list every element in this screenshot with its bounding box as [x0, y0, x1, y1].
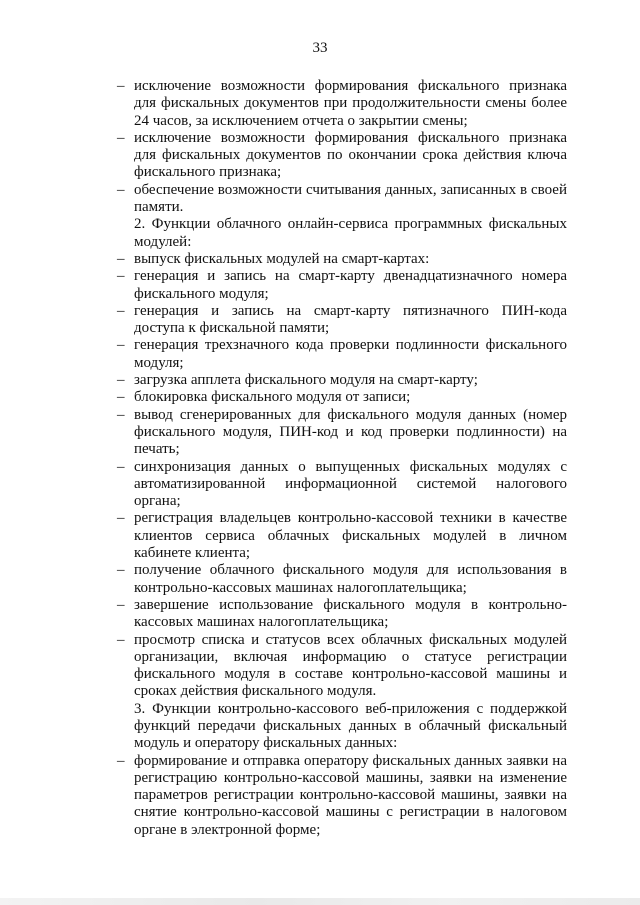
list-item: [117, 753, 567, 839]
list-item-text: блокировка фискального модуля от записи;: [134, 389, 411, 406]
list-item: [117, 372, 567, 389]
list-dash: –: [117, 406, 125, 423]
list-item: [117, 251, 567, 268]
list-item-text: загрузка апплета фискального модуля на смарт-карту;: [134, 372, 478, 389]
list-item: [117, 459, 567, 511]
list-item-text: выпуск фискальных модулей на смарт-картах:: [134, 250, 430, 267]
list-item-text: формирование и отправка оператору фискальных данных заявки на регистрацию контрольно-кассовой машины, заявки на изменение параметров регистрации контрольно-кассовой машины, заявки на снятие контрольно-кассовой машины с регистрации в налоговом органе в электронной форме;: [134, 752, 567, 838]
list-item: [117, 78, 567, 130]
list-item: [117, 303, 567, 338]
list-item: [117, 632, 567, 701]
list-item: [117, 130, 567, 182]
list-dash: –: [117, 302, 125, 319]
list-item-text: завершение использование фискального модуля в контрольно-кассовых машинах налогоплательщика;: [134, 596, 567, 631]
list-dash: –: [117, 337, 125, 354]
list-item-text: синхронизация данных о выпущенных фискальных модулях с автоматизированной информационной системой налогового органа;: [134, 458, 567, 510]
list-item-text: генерация трехзначного кода проверки подлинности фискального модуля;: [134, 337, 567, 371]
list-dash: –: [117, 181, 125, 198]
list-dash: –: [117, 631, 125, 648]
list-item-text: просмотр списка и статусов всех облачных фискальных модулей организации, включая информацию о статусе регистрации фискального модуля в составе контрольно-кассовой машины и сроках действия фискального модуля.: [134, 631, 567, 700]
list-item-text: обеспечение возможности считывания данных, записанных в своей памяти.: [134, 181, 567, 216]
list-item: [117, 510, 567, 562]
list-item-text: генерация и запись на смарт-карту двенадцатизначного номера фискального модуля;: [134, 268, 567, 302]
scan-edge: [0, 898, 640, 905]
list-item: [117, 337, 567, 372]
list-item: [117, 597, 567, 632]
list-dash: –: [117, 752, 125, 769]
list-dash: –: [117, 562, 125, 579]
list-dash: –: [117, 372, 125, 389]
list-dash: –: [117, 389, 125, 406]
page-number: 33: [312, 40, 328, 56]
list-dash: –: [117, 268, 125, 285]
list-dash: –: [117, 250, 125, 267]
list-dash: –: [117, 510, 125, 527]
list-item: [117, 268, 567, 303]
list-item-text: регистрация владельцев контрольно-кассовой техники в качестве клиентов сервиса облачных фискальных модулей в личном кабинете клиента;: [134, 510, 567, 562]
section-heading-2: 2. Функции облачного онлайн-сервиса программных фискальных модулей:: [134, 216, 567, 250]
list-dash: –: [117, 596, 125, 613]
list-item: [117, 562, 567, 597]
list-item: [117, 389, 567, 406]
list-item: [117, 407, 567, 459]
list-item: [117, 182, 567, 217]
list-dash: –: [117, 78, 125, 94]
list-dash: –: [117, 458, 125, 475]
list-item-text: получение облачного фискального модуля для использования в контрольно-кассовых машинах налогоплательщика;: [134, 562, 567, 596]
list-item-text: генерация и запись на смарт-карту пятизначного ПИН-кода доступа к фискальной памяти;: [134, 302, 567, 337]
list-item-text: вывод сгенерированных для фискального модуля данных (номер фискального модуля, ПИН-код и код проверки подлинности) на печать;: [134, 406, 567, 458]
section-heading-3: 3. Функции контрольно-кассового веб-приложения с поддержкой функций передачи фискальных данных в облачный фискальный модуль и оператору фискальных данных:: [134, 700, 567, 752]
list-item-text: исключение возможности формирования фискального признака для фискальных документов при продолжительности смены более 24 часов, за исключением отчета о закрытии смены;: [134, 78, 567, 129]
document-body: [117, 78, 567, 839]
list-item-text: исключение возможности формирования фискального признака для фискальных документов по окончании срока действия ключа фискального признака;: [134, 129, 567, 181]
list-dash: –: [117, 129, 125, 146]
